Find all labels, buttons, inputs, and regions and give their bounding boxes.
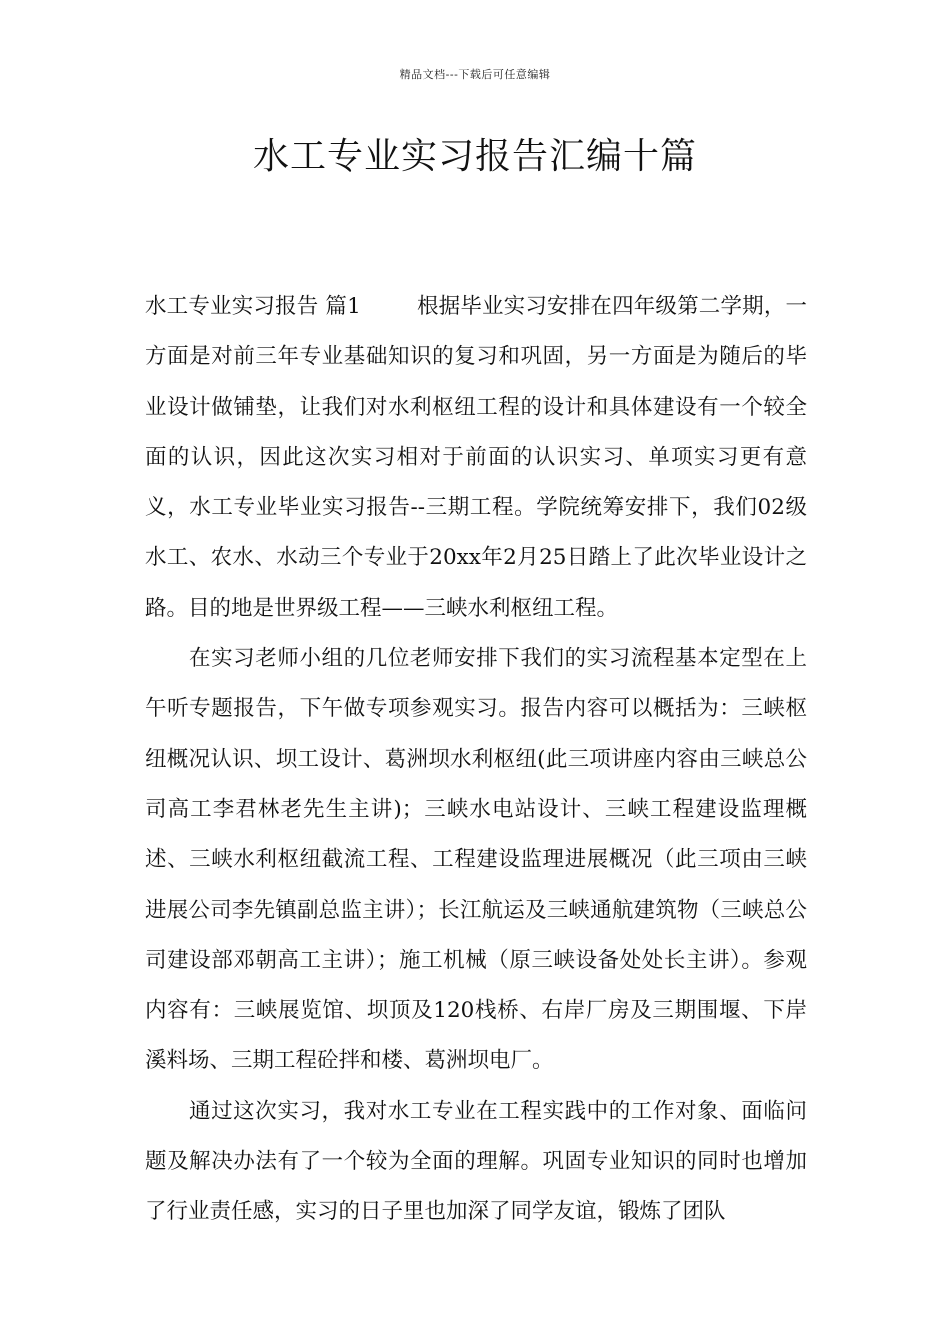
paragraph-text: 根据毕业实习安排在四年级第二学期，一方面是对前三年专业基础知识的复习和巩固，另一方面是为随后的毕业设计做铺垫，让我们对水利枢纽工程的设计和具体建设有一个较全面的认识，因此这次实习相对于前面的认识实习、单项实习更有意义，水工专业毕业实习报告--三期工程。学院统筹安排下，我们02级水工、农水、水动三个专业于20xx年2月25日踏上了此次毕业设计之路。目的地是世界级工程——三峡水利枢纽工程。 bbox=[145, 294, 807, 621]
paragraph-3: 通过这次实习，我对水工专业在工程实践中的工作对象、面临问题及解决办法有了一个较为全面的理解。巩固专业知识的同时也增加了行业责任感，实习的日子里也加深了同学友谊，锻炼了团队 bbox=[145, 1098, 807, 1225]
document-body bbox=[145, 282, 807, 1238]
header-note: 精品文档---下载后可任意编辑 bbox=[399, 68, 551, 81]
document-title: 水工专业实习报告汇编十篇 bbox=[252, 136, 697, 177]
section-heading: 水工专业实习报告 篇1 bbox=[145, 294, 361, 319]
paragraph-2: 在实习老师小组的几位老师安排下我们的实习流程基本定型在上午听专题报告，下午做专项参观实习。报告内容可以概括为：三峡枢纽概况认识、坝工设计、葛洲坝水利枢纽(此三项讲座内容由三峡总公司高工李君林老先生主讲)；三峡水电站设计、三峡工程建设监理概述、三峡水利枢纽截流工程、工程建设监理进展概况（此三项由三峡进展公司李先镇副总监主讲）；长江航运及三峡通航建筑物（三峡总公司建设部邓朝高工主讲）；施工机械（原三峡设备处处长主讲）。参观内容有：三峡展览馆、坝顶及120栈桥、右岸厂房及三期围堰、下岸溪料场、三期工程砼拌和楼、葛洲坝电厂。 bbox=[145, 646, 807, 1074]
paragraph-1 bbox=[145, 282, 807, 634]
